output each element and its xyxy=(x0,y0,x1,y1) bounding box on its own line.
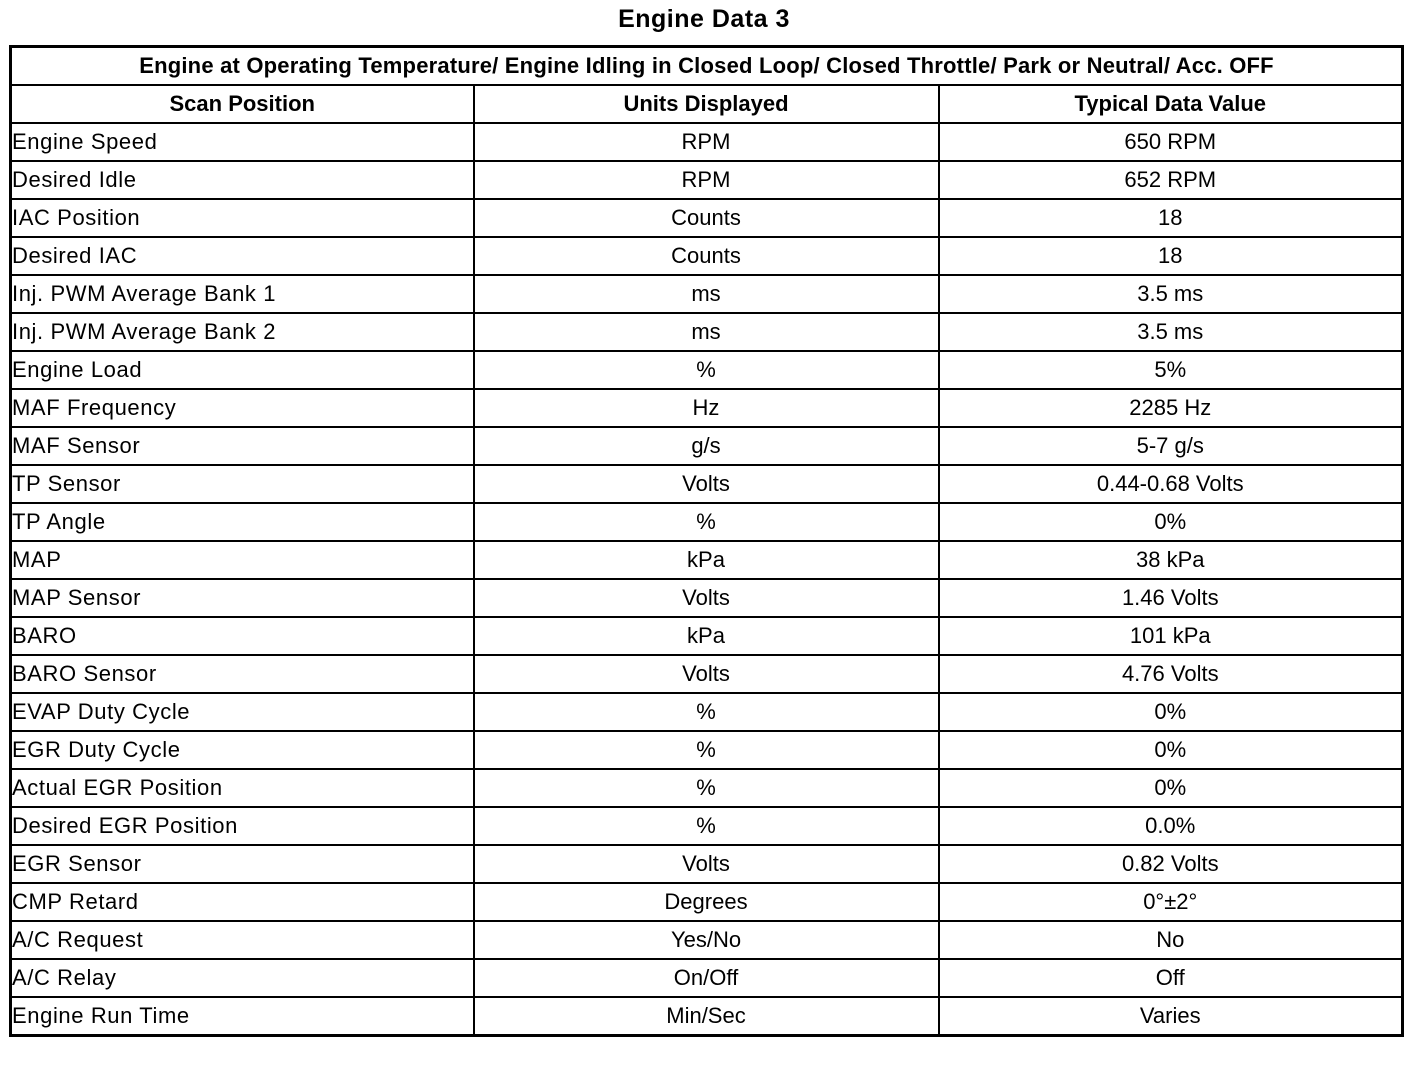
typical-value-cell: 101 kPa xyxy=(939,617,1403,655)
units-cell: % xyxy=(474,731,939,769)
units-cell: Volts xyxy=(474,579,939,617)
table-row xyxy=(11,427,1403,465)
page-title: Engine Data 3 xyxy=(618,5,790,33)
table-row xyxy=(11,769,1403,807)
units-cell: g/s xyxy=(474,427,939,465)
table-row xyxy=(11,161,1403,199)
scan-position-cell: Inj. PWM Average Bank 2 xyxy=(11,313,474,351)
scan-position-cell: Desired EGR Position xyxy=(11,807,474,845)
units-cell: ms xyxy=(474,275,939,313)
table-row xyxy=(11,123,1403,161)
typical-value-cell: 4.76 Volts xyxy=(939,655,1403,693)
table-row xyxy=(11,693,1403,731)
units-cell: RPM xyxy=(474,123,939,161)
typical-value-cell: 18 xyxy=(939,199,1403,237)
table-row xyxy=(11,807,1403,845)
table-row xyxy=(11,351,1403,389)
scan-position-cell: A/C Relay xyxy=(11,959,474,997)
typical-value-cell: 2285 Hz xyxy=(939,389,1403,427)
table-row xyxy=(11,199,1403,237)
units-cell: % xyxy=(474,693,939,731)
table-row xyxy=(11,541,1403,579)
units-cell: Counts xyxy=(474,199,939,237)
table-row xyxy=(11,655,1403,693)
table-row xyxy=(11,275,1403,313)
units-cell: Min/Sec xyxy=(474,997,939,1036)
scan-position-cell: MAF Sensor xyxy=(11,427,474,465)
typical-value-cell: Varies xyxy=(939,997,1403,1036)
units-cell: ms xyxy=(474,313,939,351)
scan-position-cell: Engine Load xyxy=(11,351,474,389)
scan-position-cell: BARO Sensor xyxy=(11,655,474,693)
scan-position-cell: EVAP Duty Cycle xyxy=(11,693,474,731)
table-row xyxy=(11,389,1403,427)
condition-header-row xyxy=(11,47,1403,86)
scan-position-cell: Engine Speed xyxy=(11,123,474,161)
units-cell: Volts xyxy=(474,655,939,693)
units-cell: % xyxy=(474,807,939,845)
scan-position-cell: Desired IAC xyxy=(11,237,474,275)
table-row xyxy=(11,313,1403,351)
scan-position-cell: Inj. PWM Average Bank 1 xyxy=(11,275,474,313)
units-cell: On/Off xyxy=(474,959,939,997)
typical-value-cell: 3.5 ms xyxy=(939,275,1403,313)
units-cell: kPa xyxy=(474,617,939,655)
column-header-row xyxy=(11,85,1403,123)
scan-position-cell: MAF Frequency xyxy=(11,389,474,427)
units-cell: % xyxy=(474,503,939,541)
scan-position-cell: MAP xyxy=(11,541,474,579)
typical-value-cell: 18 xyxy=(939,237,1403,275)
typical-value-cell: 0.44-0.68 Volts xyxy=(939,465,1403,503)
scan-position-cell: Actual EGR Position xyxy=(11,769,474,807)
table-row xyxy=(11,845,1403,883)
column-header-scan-position: Scan Position xyxy=(11,85,474,123)
typical-value-cell: 650 RPM xyxy=(939,123,1403,161)
typical-value-cell: 0.0% xyxy=(939,807,1403,845)
typical-value-cell: 1.46 Volts xyxy=(939,579,1403,617)
table-row xyxy=(11,617,1403,655)
table-row xyxy=(11,883,1403,921)
column-header-units-displayed: Units Displayed xyxy=(474,85,939,123)
table-row xyxy=(11,579,1403,617)
typical-value-cell: 3.5 ms xyxy=(939,313,1403,351)
typical-value-cell: 38 kPa xyxy=(939,541,1403,579)
scan-position-cell: A/C Request xyxy=(11,921,474,959)
scan-position-cell: Desired Idle xyxy=(11,161,474,199)
table-row xyxy=(11,959,1403,997)
units-cell: RPM xyxy=(474,161,939,199)
scan-position-cell: EGR Duty Cycle xyxy=(11,731,474,769)
table-row xyxy=(11,921,1403,959)
units-cell: Volts xyxy=(474,845,939,883)
scan-position-cell: BARO xyxy=(11,617,474,655)
scan-position-cell: TP Sensor xyxy=(11,465,474,503)
column-header-typical-data-value: Typical Data Value xyxy=(939,85,1403,123)
scan-position-cell: MAP Sensor xyxy=(11,579,474,617)
table-row xyxy=(11,465,1403,503)
table-row xyxy=(11,503,1403,541)
typical-value-cell: 0% xyxy=(939,503,1403,541)
scan-position-cell: Engine Run Time xyxy=(11,997,474,1036)
engine-data-table xyxy=(9,45,1404,1037)
units-cell: Degrees xyxy=(474,883,939,921)
typical-value-cell: 0% xyxy=(939,693,1403,731)
typical-value-cell: 652 RPM xyxy=(939,161,1403,199)
units-cell: Hz xyxy=(474,389,939,427)
scan-position-cell: EGR Sensor xyxy=(11,845,474,883)
condition-header: Engine at Operating Temperature/ Engine Idling in Closed Loop/ Closed Throttle/ Park or Neutral/ Acc. OFF xyxy=(11,47,1403,86)
table-row xyxy=(11,237,1403,275)
units-cell: Volts xyxy=(474,465,939,503)
scan-position-cell: CMP Retard xyxy=(11,883,474,921)
typical-value-cell: 0% xyxy=(939,769,1403,807)
units-cell: Yes/No xyxy=(474,921,939,959)
typical-value-cell: 0% xyxy=(939,731,1403,769)
typical-value-cell: 5% xyxy=(939,351,1403,389)
scan-position-cell: TP Angle xyxy=(11,503,474,541)
typical-value-cell: No xyxy=(939,921,1403,959)
scan-position-cell: IAC Position xyxy=(11,199,474,237)
typical-value-cell: 0°±2° xyxy=(939,883,1403,921)
typical-value-cell: 0.82 Volts xyxy=(939,845,1403,883)
typical-value-cell: Off xyxy=(939,959,1403,997)
typical-value-cell: 5-7 g/s xyxy=(939,427,1403,465)
table-row xyxy=(11,997,1403,1036)
units-cell: % xyxy=(474,769,939,807)
units-cell: % xyxy=(474,351,939,389)
units-cell: kPa xyxy=(474,541,939,579)
table-row xyxy=(11,731,1403,769)
units-cell: Counts xyxy=(474,237,939,275)
